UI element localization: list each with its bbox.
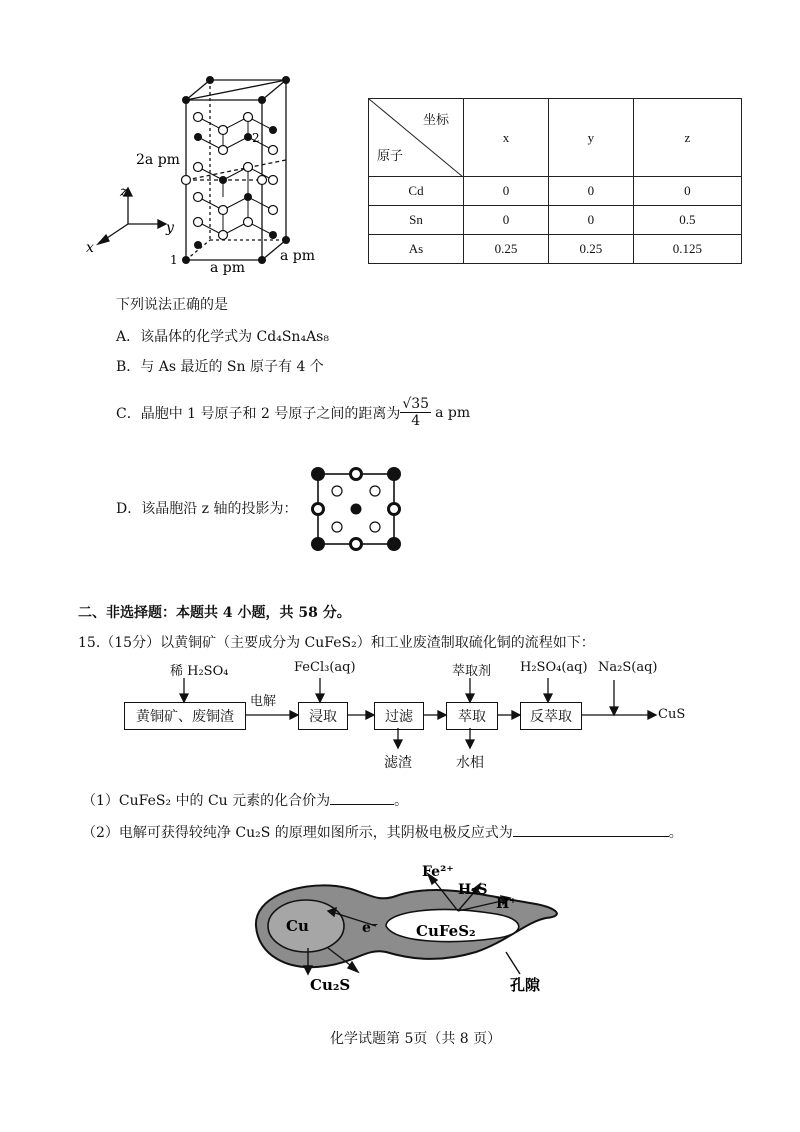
reagent-extractant: 萃取剂 [452, 664, 492, 679]
arrow-label-electrolysis: 电解 [250, 694, 277, 709]
label-cufes2: CuFeS₂ [416, 922, 476, 940]
label-cu: Cu [286, 917, 309, 935]
reagent-fecl3: FeCl₃(aq) [294, 660, 356, 675]
cell: 0.125 [633, 235, 741, 264]
label-cu2s: Cu₂S [310, 976, 351, 994]
atom-1-label: 1 [170, 253, 178, 267]
col-header-y: y [548, 99, 633, 177]
step-extraction: 萃取 [446, 702, 498, 730]
row-atom: Cd [369, 177, 464, 206]
byproduct-residue: 滤渣 [384, 755, 412, 771]
label-h-plus: H⁺ [496, 896, 517, 912]
depth-label: a pm [280, 248, 316, 264]
corner-bottom-label: 原子 [377, 148, 404, 163]
q15-intro: 15.（15分）以黄铜矿（主要成分为 CuFeS₂）和工业废渣制取硫化铜的流程如下： [78, 635, 595, 651]
subquestion-2-text: （2）电解可获得较纯净 Cu₂S 的原理如图所示，其阴极电极反应式为 [82, 825, 513, 841]
label-fe2plus: Fe²⁺ [422, 864, 454, 880]
step-raw-materials: 黄铜矿、废铜渣 [124, 702, 246, 730]
answer-blank-1[interactable] [330, 804, 394, 805]
cell: 0 [464, 206, 549, 235]
col-header-z: z [633, 99, 741, 177]
step-leaching: 浸取 [298, 702, 348, 730]
subquestion-1-end: 。 [394, 793, 409, 809]
cell: 0 [464, 177, 549, 206]
cell: 0.25 [548, 235, 633, 264]
label-h2s: H₂S [458, 882, 488, 898]
fraction-denominator: 4 [411, 413, 421, 429]
width-label: a pm [210, 260, 246, 276]
row-atom: As [369, 235, 464, 264]
axis-x-label: x [86, 240, 94, 256]
option-d: D．该晶胞沿 z 轴的投影为： [116, 501, 298, 517]
label-pore: 孔隙 [510, 976, 541, 994]
subquestion-2 [82, 822, 683, 842]
label-electron: e⁻ [362, 920, 379, 936]
byproduct-aqueous: 水相 [456, 755, 484, 771]
reagent-na2s: Na₂S(aq) [598, 660, 658, 675]
step-filtration: 过滤 [374, 702, 424, 730]
subquestion-1-text: （1）CuFeS₂ 中的 Cu 元素的化合价为 [82, 793, 331, 809]
answer-blank-2[interactable] [513, 836, 669, 837]
axis-z-label: z [120, 184, 128, 200]
product-cus: CuS [658, 707, 686, 722]
cell: 0.5 [633, 206, 741, 235]
row-atom: Sn [369, 206, 464, 235]
cell: 0 [548, 177, 633, 206]
atom-2-label: 2 [252, 131, 260, 145]
height-label: 2a pm [136, 152, 180, 168]
fraction-numerator: √35 [402, 396, 430, 412]
col-header-x: x [464, 99, 549, 177]
subquestion-1 [82, 790, 408, 810]
reagent-h2so4-aq: H₂SO₄(aq) [520, 660, 588, 675]
option-c-suffix: a pm [435, 404, 471, 421]
cell: 0.25 [464, 235, 549, 264]
question-prompt: 下列说法正确的是 [116, 297, 228, 313]
axis-y-label: y [166, 220, 174, 236]
reagent-dilute-h2so4: 稀 H₂SO₄ [170, 664, 229, 679]
option-a: A．该晶体的化学式为 Cd₄Sn₄As₈ [116, 329, 329, 345]
subquestion-2-end: 。 [668, 825, 683, 841]
corner-top-label: 坐标 [422, 112, 449, 127]
page-footer: 化学试题第 5页（共 8 页） [330, 1031, 502, 1047]
step-back-extraction: 反萃取 [520, 702, 582, 730]
option-c-prefix: C．晶胞中 1 号原子和 2 号原子之间的距离为 [116, 405, 401, 422]
cell: 0 [548, 206, 633, 235]
electrolysis-figure [236, 856, 576, 1006]
option-b: B．与 As 最近的 Sn 原子有 4 个 [116, 359, 324, 375]
section-heading: 二、非选择题：本题共 4 小题，共 58 分。 [78, 605, 351, 621]
cell: 0 [633, 177, 741, 206]
